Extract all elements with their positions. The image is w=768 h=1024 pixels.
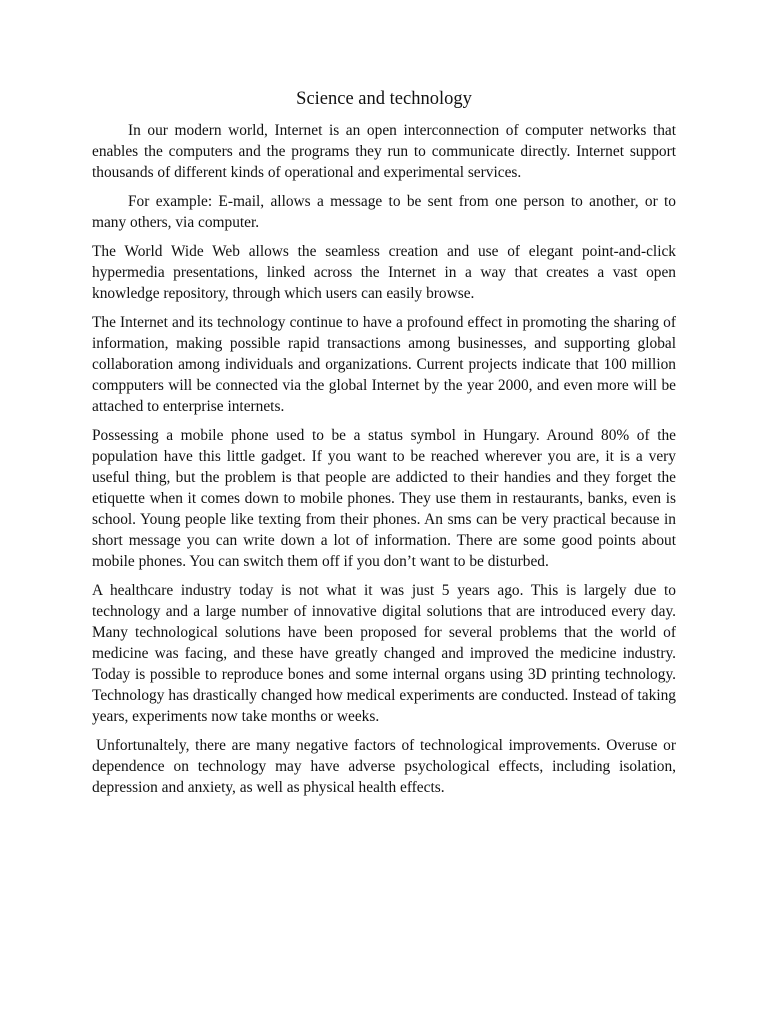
document-body (92, 86, 676, 806)
paragraph-mobile-phones: Possessing a mobile phone used to be a status symbol in Hungary. Around 80% of the population have this little gadget. If you want to be reached wherever you are, it is a very useful thing, but the problem is that people are addicted to their handies and they forget the etiquette when it comes down to mobile phones. They use them in restaurants, banks, even is school. Young people like texting from their phones. An sms can be very practical because in short message you can write down a lot of information. There are some good points about mobile phones. You can switch them off if you don’t want to be disturbed. (92, 427, 676, 570)
paragraph-healthcare: A healthcare industry today is not what it was just 5 years ago. This is largely due to technology and a large number of innovative digital solutions that are introduced every day. Many technological solutions have been proposed for several problems that the world of medicine was facing, and these have greatly changed and improved the medicine industry. Today is possible to reproduce bones and some internal organs using 3D printing technology. Technology has drastically changed how medical experiments are conducted. Instead of taking years, experiments now take months or weeks. (92, 582, 676, 725)
document-title: Science and technology (296, 89, 472, 109)
paragraph-world-wide-web: The World Wide Web allows the seamless creation and use of elegant point-and-click hypermedia presentations, linked across the Internet in a way that creates a vast open knowledge repository, through which users can easily browse. (92, 243, 676, 302)
paragraph-email-example: For example: E-mail, allows a message to be sent from one person to another, or to many others, via computer. (92, 193, 676, 231)
paragraph-negative-factors: Unfortunaltely, there are many negative factors of technological improvements. Overuse or dependence on technology may have adverse psychological effects, including isolation, depression and anxiety, as well as physical health effects. (92, 737, 676, 796)
paragraph-internet-intro: In our modern world, Internet is an open interconnection of computer networks that enables the computers and the programs they run to communicate directly. Internet support thousands of different kinds of operational and experimental services. (92, 122, 676, 181)
paragraph-internet-effects: The Internet and its technology continue to have a profound effect in promoting the sharing of information, making possible rapid transactions among businesses, and supporting global collaboration among individuals and organizations. Current projects indicate that 100 million compputers will be connected via the global Internet by the year 2000, and even more will be attached to enterprise internets. (92, 314, 676, 415)
